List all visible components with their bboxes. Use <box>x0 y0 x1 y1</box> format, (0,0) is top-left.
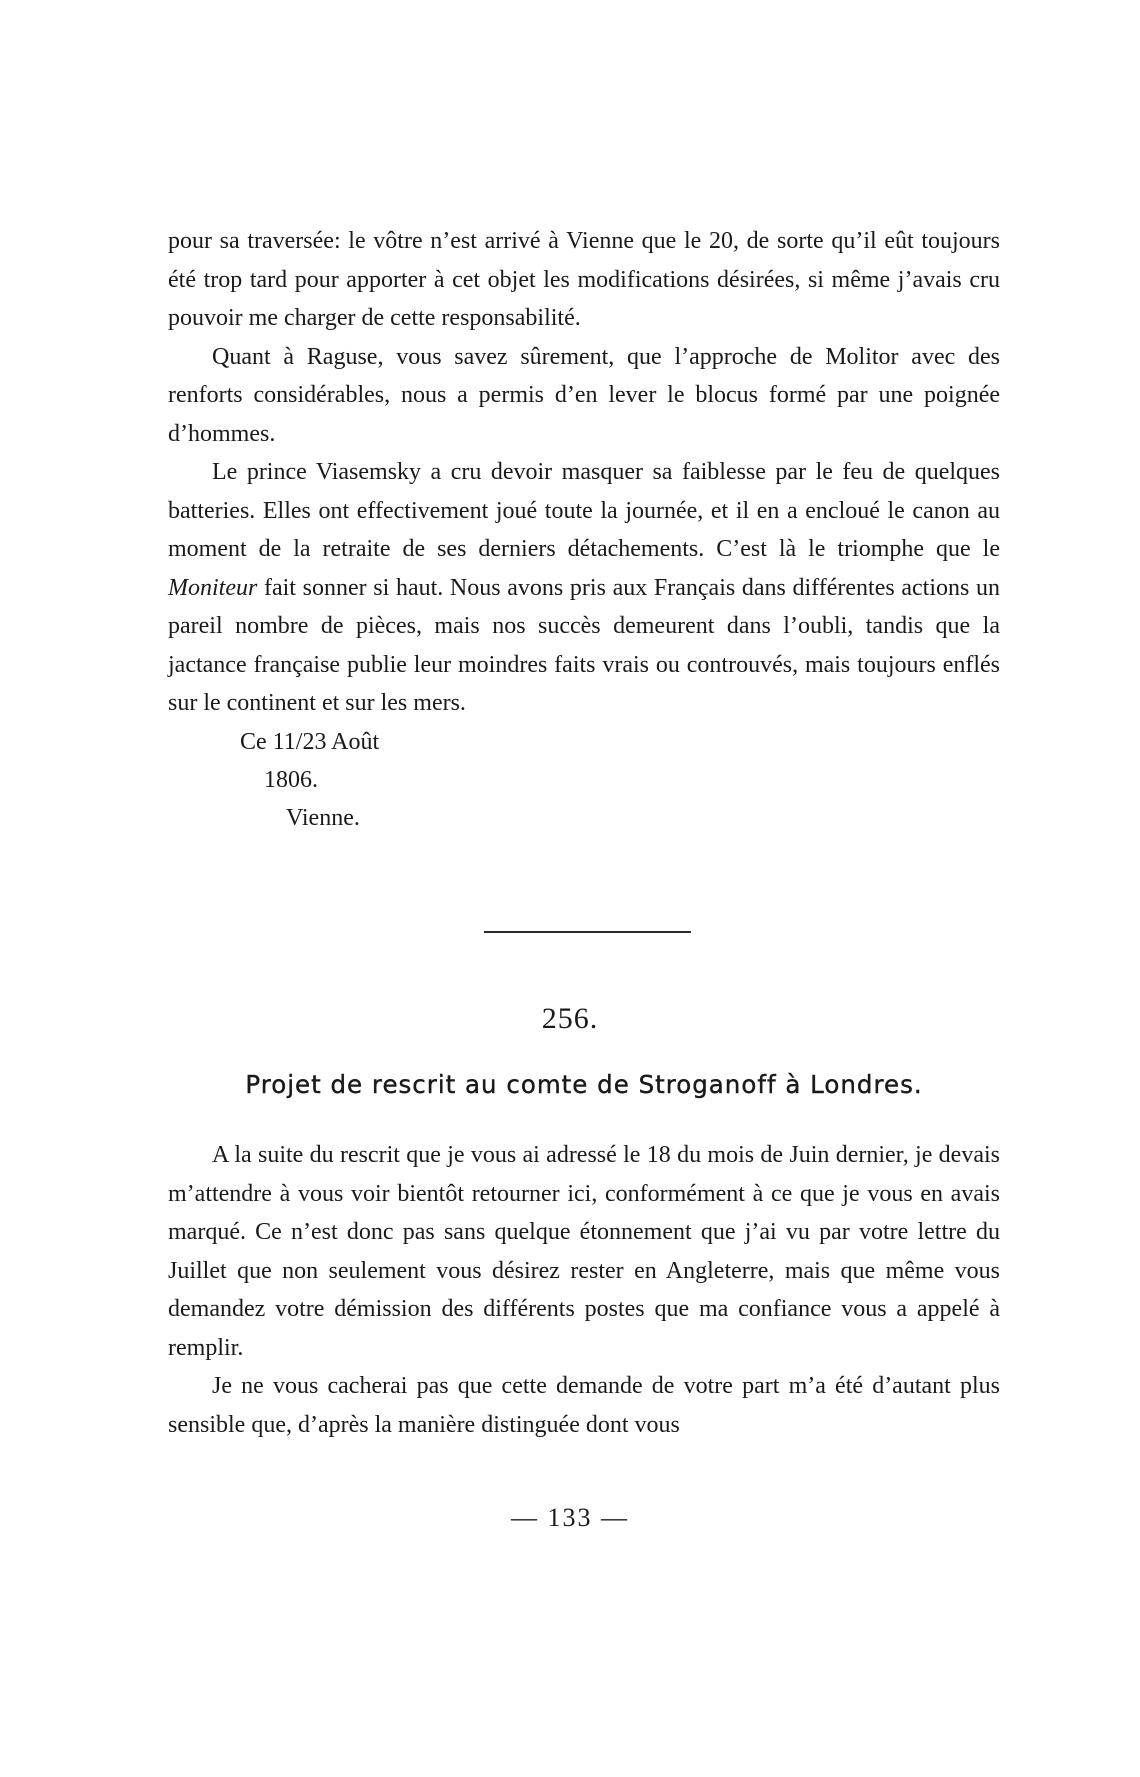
document-number: 256. <box>541 1002 599 1035</box>
paragraph-viasemsky <box>168 453 1000 723</box>
page-number: — 133 — <box>511 1503 629 1532</box>
dateline-date: Ce 11/23 Août <box>240 728 380 755</box>
paragraph-rescrit: A la suite du rescrit que je vous ai adressé le 18 du mois de Juin dernier, je devais m’attendre à vous voir bientôt retourner ici, conformément à ce que je vous en avais marqué. Ce n’est donc pas sans quelque étonnement que j’ai vu par votre lettre du Juillet que non seulement vous désirez rester en Angleterre, mais que même vous demandez votre démission des différents postes que ma confiance vous a appelé à remplir. <box>168 1142 1030 1361</box>
paragraph-viasemsky-text-1: Le prince Viasemsky a cru devoir masquer sa faiblesse par le feu de quelques batteries. Elles ont effectivement joué toute la journée, et il en a encloué le canon au moment de la retraite de ses derniers détachements. C’est là le triomphe que le <box>168 459 1000 562</box>
section-divider <box>484 931 691 933</box>
paragraph-demande: Je ne vous cacherai pas que cette demande de votre part m’a été d’autant plus sensible que, d’après la manière distinguée dont vous <box>168 1373 1000 1438</box>
moniteur-title: Moniteur <box>168 574 258 601</box>
document-heading: Projet de rescrit au comte de Stroganoff à Londres. <box>245 1070 923 1099</box>
letter-continuation <box>168 222 1000 837</box>
dateline-year: 1806. <box>264 766 318 793</box>
dateline <box>168 723 1000 837</box>
paragraph-traversee: pour sa traversée: le vôtre n’est arrivé à Vienne que le 20, de sorte qu’il eût toujours été trop tard pour apporter à cet objet les modifications désirées, si même j’avais cru pouvoir me charger de cette responsabilité. <box>168 228 1000 331</box>
paragraph-raguse: Quant à Raguse, vous savez sûrement, que l’approche de Molitor avec des renforts considérables, nous a permis d’en lever le blocus formé par une poignée d’hommes. <box>168 343 1000 447</box>
dateline-place: Vienne. <box>286 804 360 831</box>
rescript-body <box>168 1136 1030 1444</box>
paragraph-viasemsky-text-2: fait sonner si haut. Nous avons pris aux Français dans différentes actions un pareil nombre de pièces, mais nos succès demeurent dans l’oubli, tandis que la jactance française publie leur moindres faits vrais ou controuvés, mais toujours enflés sur le continent et sur les mers. <box>168 574 1000 716</box>
